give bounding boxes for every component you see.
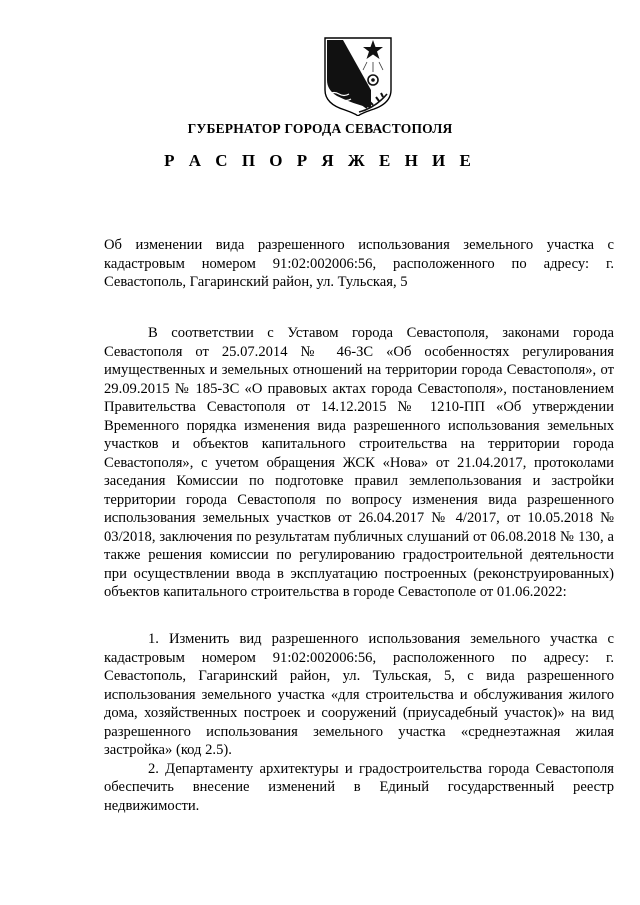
order-item-2: 2. Департаменту архитектуры и градостроительства города Севастополя обеспечить внесение изменений в Единый государственный реестр недвижимости. — [104, 760, 614, 814]
issuing-authority: ГУБЕРНАТОР ГОРОДА СЕВАСТОПОЛЯ — [187, 121, 453, 136]
sevastopol-coat-of-arms-icon — [323, 34, 393, 116]
preamble-paragraph: В соответствии с Уставом города Севастополя, законами города Севастополя от 25.07.2014 № 46-ЗС «Об особенностях регулирования имущественных и земельных отношений на территории города Севастополя», от 29.09.2015 № 185-ЗС «О правовых актах города Севастополя», постановлением Правительства Севастополя от 14.12.2015 № 1210-ПП «Об утверждении Временного порядка изменения вида разрешенного использования земельных участков и объектов капитального строительства на территории города Севастополя», с учетом обращения ЖСК «Нова» от 21.04.2017, протоколами заседания Комиссии по подготовке правил землепользования и застройки территории города Севастополя по вопросу изменения вида разрешенного использования земельных участков от 26.04.2017 № 4/2017, от 10.05.2018 № 03/2018, заключения по результатам публичных слушаний от 06.08.2018 № 130, а также решения комиссии по регулированию градостроительной деятельности при осуществлении ввода в эксплуатацию построенных (реконструированных) объектов капитального строительства в городе Севастополе от 01.06.2022: — [104, 325, 614, 600]
document-type-title: Р А С П О Р Я Ж Е Н И Е — [164, 151, 476, 170]
order-item-1: 1. Изменить вид разрешенного использования земельного участка с кадастровым номером 91:02:002006:56, расположенного по адресу: г. Севастополь, Гагаринский район, ул. Тульская, 5, с вида разрешенного использования земельного участка «для строительства и обслуживания жилого дома, хозяйственных построек и сооружений (приусадебный участок)» на вид разрешенного использования земельного участка «среднеэтажная жилая застройка» (код 2.5). — [104, 631, 614, 758]
document-subject: Об изменении вида разрешенного использования земельного участка с кадастровым номером 91:02:002006:56, расположенного по адресу: г. Севастополь, Гагаринский район, ул. Тульская, 5 — [104, 237, 614, 290]
order-items — [104, 630, 614, 815]
